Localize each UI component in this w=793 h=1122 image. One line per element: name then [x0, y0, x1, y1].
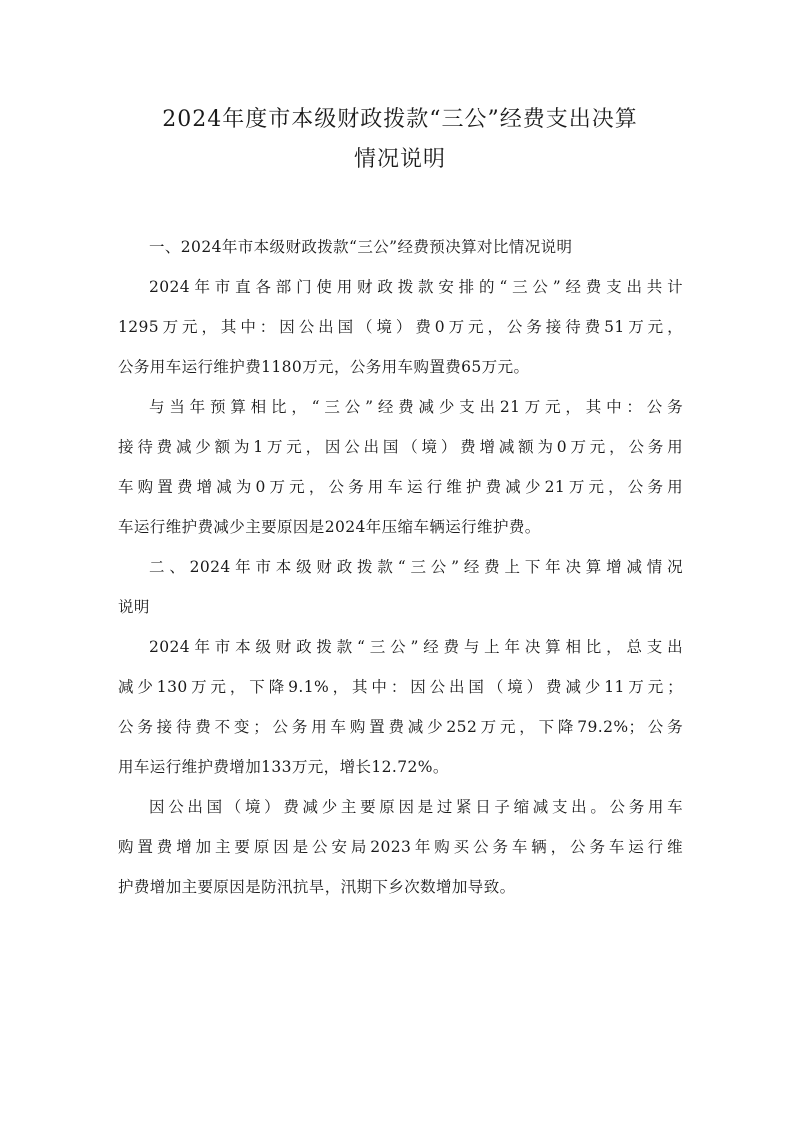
text-line: 用车运行维护费增加133万元，增长12.72%。 — [118, 758, 449, 776]
section-2-heading-line: 说明 — [118, 598, 150, 616]
section-2-paragraph-2 — [118, 787, 683, 907]
section-2-paragraph-1 — [118, 627, 683, 787]
section-1-heading-line: 一、2024年市本级财政拨款“三公”经费预决算对比情况说明 — [149, 238, 573, 256]
text-line: 与当年预算相比，“三公”经费减少支出21万元，其中：公务 — [149, 398, 683, 416]
text-line: 公务用车运行维护费1180万元，公务用车购置费65万元。 — [118, 358, 530, 376]
text-line: 1295万元，其中：因公出国（境）费0万元，公务接待费51万元， — [118, 318, 683, 336]
section-2-heading — [118, 547, 683, 627]
section-1-heading — [118, 227, 683, 267]
section-1-paragraph-2 — [118, 387, 683, 547]
text-line: 2024年市本级财政拨款“三公”经费与上年决算相比，总支出 — [149, 638, 683, 656]
title-line-2: 情况说明 — [353, 147, 446, 172]
section-2-heading-line: 二、2024年市本级财政拨款“三公”经费上下年决算增减情况 — [149, 558, 683, 576]
text-line: 2024年市直各部门使用财政拨款安排的“三公”经费支出共计 — [149, 278, 683, 296]
text-line: 公务接待费不变；公务用车购置费减少252万元，下降79.2%；公务 — [118, 718, 683, 736]
section-1-paragraph-1 — [118, 267, 683, 387]
text-line: 车运行维护费减少主要原因是2024年压缩车辆运行维护费。 — [118, 518, 541, 536]
document-title — [120, 100, 680, 180]
text-line: 车购置费增减为0万元，公务用车运行维护费减少21万元，公务用 — [118, 478, 683, 496]
document-body — [118, 227, 683, 907]
text-line: 因公出国（境）费减少主要原因是过紧日子缩减支出。公务用车 — [149, 798, 683, 816]
text-line: 购置费增加主要原因是公安局2023年购买公务车辆，公务车运行维 — [118, 838, 683, 856]
text-line: 护费增加主要原因是防汛抗旱，汛期下乡次数增加导致。 — [118, 878, 516, 896]
title-line-1: 2024年度市本级财政拨款“三公”经费支出决算 — [162, 107, 638, 132]
text-line: 接待费减少额为1万元，因公出国（境）费增减额为0万元，公务用 — [118, 438, 683, 456]
text-line: 减少130万元，下降9.1%，其中：因公出国（境）费减少11万元； — [118, 678, 683, 696]
